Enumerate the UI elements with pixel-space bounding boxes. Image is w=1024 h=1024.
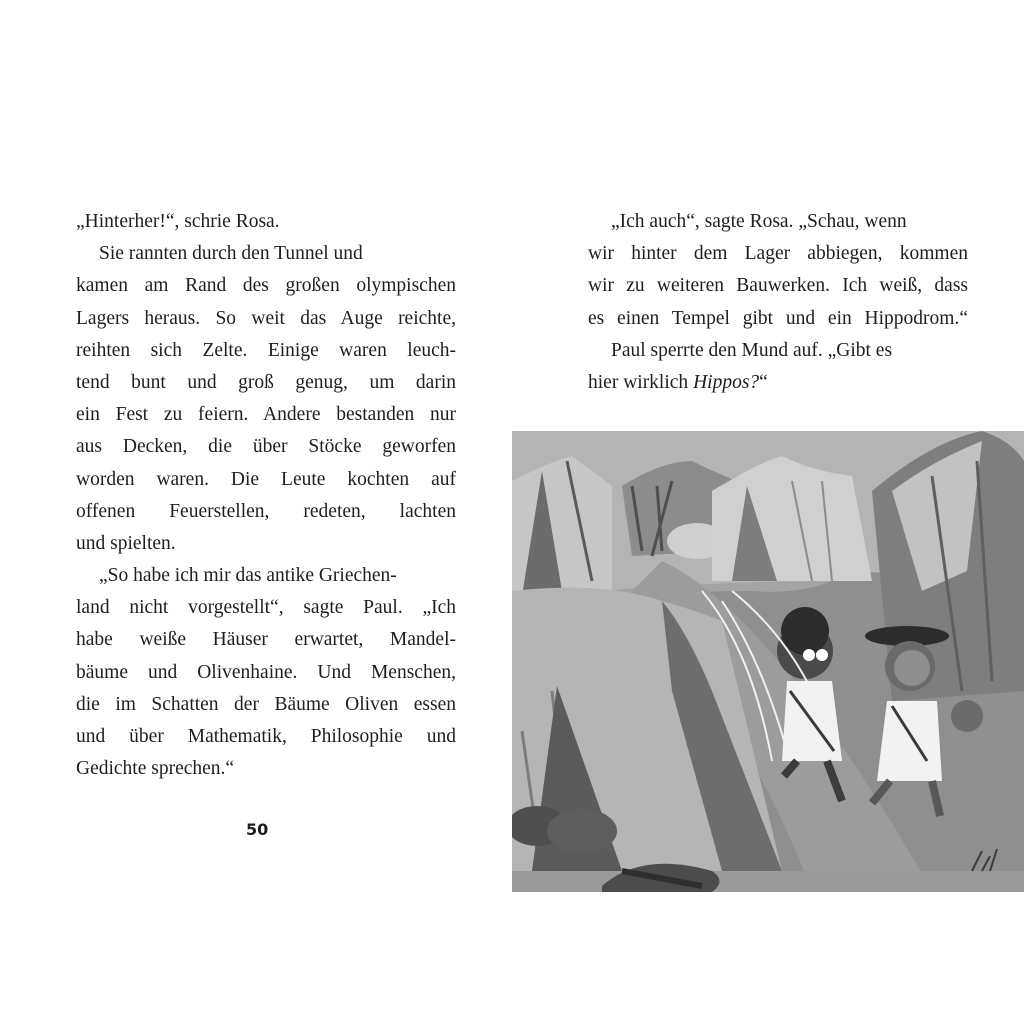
text-line: reihten sich Zelte. Einige waren leuch-: [76, 339, 456, 361]
text-line: bäume und Olivenhaine. Und Menschen,: [76, 661, 456, 683]
text-line: Paul sperrte den Mund auf. „Gibt es: [611, 339, 893, 361]
left-page-text: [76, 206, 456, 785]
text-line: die im Schatten der Bäume Oliven essen: [76, 693, 456, 715]
text-line: und über Mathematik, Philosophie und: [76, 726, 456, 747]
line-start: hier wirklich: [588, 371, 694, 393]
text-line: „So habe ich mir das antike Griechen-: [99, 565, 397, 587]
text-line: aus Decken, die über Stöcke geworfen: [76, 436, 456, 458]
text-line: und spielten.: [76, 532, 176, 554]
text-line: „Hinterher!“, schrie Rosa.: [76, 211, 280, 232]
closing-quote: “: [759, 371, 768, 393]
right-page: [512, 0, 1024, 1024]
text-line: kamen am Rand des großen olympischen: [76, 275, 456, 297]
text-line: Gedichte sprechen.“: [76, 758, 235, 780]
camp-illustration: [512, 431, 1024, 892]
text-line: „Ich auch“, sagte Rosa. „Schau, wenn: [611, 211, 907, 232]
text-line: Sie rannten durch den Tunnel und: [99, 243, 363, 265]
page-number: 50: [246, 820, 269, 839]
text-line: wir hinter dem Lager abbiegen, kommen: [588, 243, 968, 265]
text-line: tend bunt und groß genug, um darin: [76, 371, 456, 393]
text-line: habe weiße Häuser erwartet, Mandel-: [76, 629, 456, 651]
text-line: worden waren. Die Leute kochten auf: [76, 468, 456, 490]
text-line: [588, 367, 968, 399]
tent-back-left: [512, 456, 612, 601]
text-line: Lagers heraus. So weit das Auge reichte,: [76, 307, 456, 329]
right-page-text: [588, 206, 968, 399]
text-line: land nicht vorgestellt“, sagte Paul. „Ich: [76, 597, 456, 619]
text-line: ein Fest zu feiern. Andere bestanden nur: [76, 404, 456, 426]
italic-word: Hippos?: [693, 371, 760, 393]
text-line: offenen Feuerstellen, redeten, lachten: [76, 500, 456, 522]
text-line: es einen Tempel gibt und ein Hippodrom.“: [588, 307, 968, 329]
text-line: wir zu weiteren Bauwerken. Ich weiß, dass: [588, 275, 968, 297]
